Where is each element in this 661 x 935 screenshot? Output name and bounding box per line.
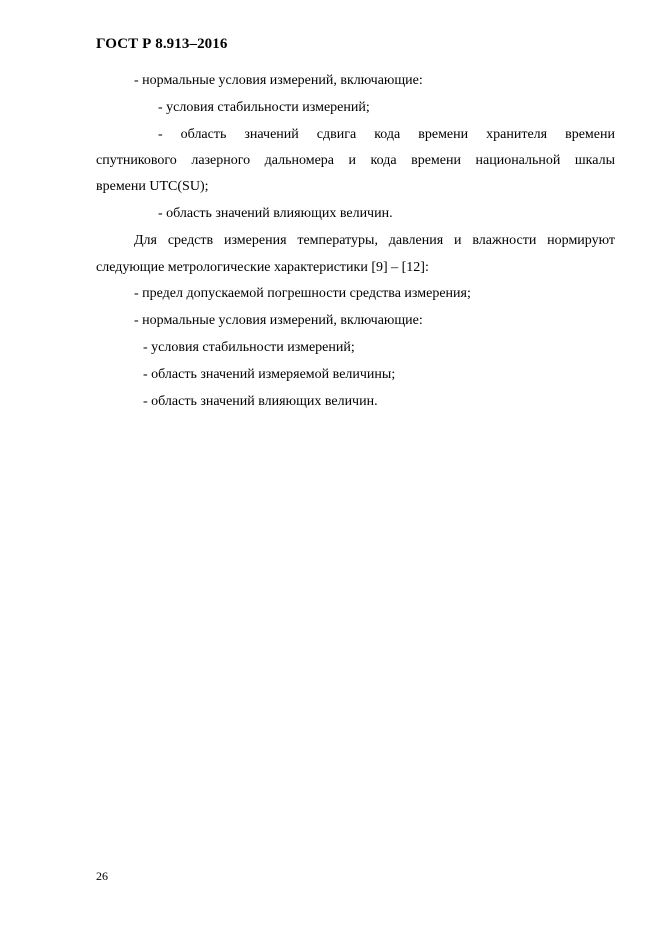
- text-line-11: - условия стабильности измерений;: [143, 340, 355, 355]
- text-line-1: - нормальные условия измерений, включающие:: [134, 73, 423, 88]
- text-line-10: - нормальные условия измерений, включающие:: [134, 313, 423, 328]
- text-line-4: спутникового лазерного дальномера и кода времени национальной шкалы: [96, 153, 615, 168]
- document-code-header: ГОСТ Р 8.913–2016: [96, 36, 228, 52]
- text-line-7: Для средств измерения температуры, давления и влажности нормируют: [134, 233, 615, 248]
- text-line-6: - область значений влияющих величин.: [158, 206, 393, 221]
- page-number: 26: [96, 869, 108, 883]
- text-line-5: времени UTC(SU);: [96, 179, 209, 194]
- text-line-12: - область значений измеряемой величины;: [143, 367, 396, 382]
- text-line-9: - предел допускаемой погрешности средства измерения;: [134, 286, 471, 301]
- text-line-3: - область значений сдвига кода времени хранителя времени: [158, 127, 615, 142]
- text-line-2: - условия стабильности измерений;: [158, 100, 370, 115]
- text-line-13: - область значений влияющих величин.: [143, 394, 378, 409]
- text-line-8: следующие метрологические характеристики [9] – [12]:: [96, 260, 429, 275]
